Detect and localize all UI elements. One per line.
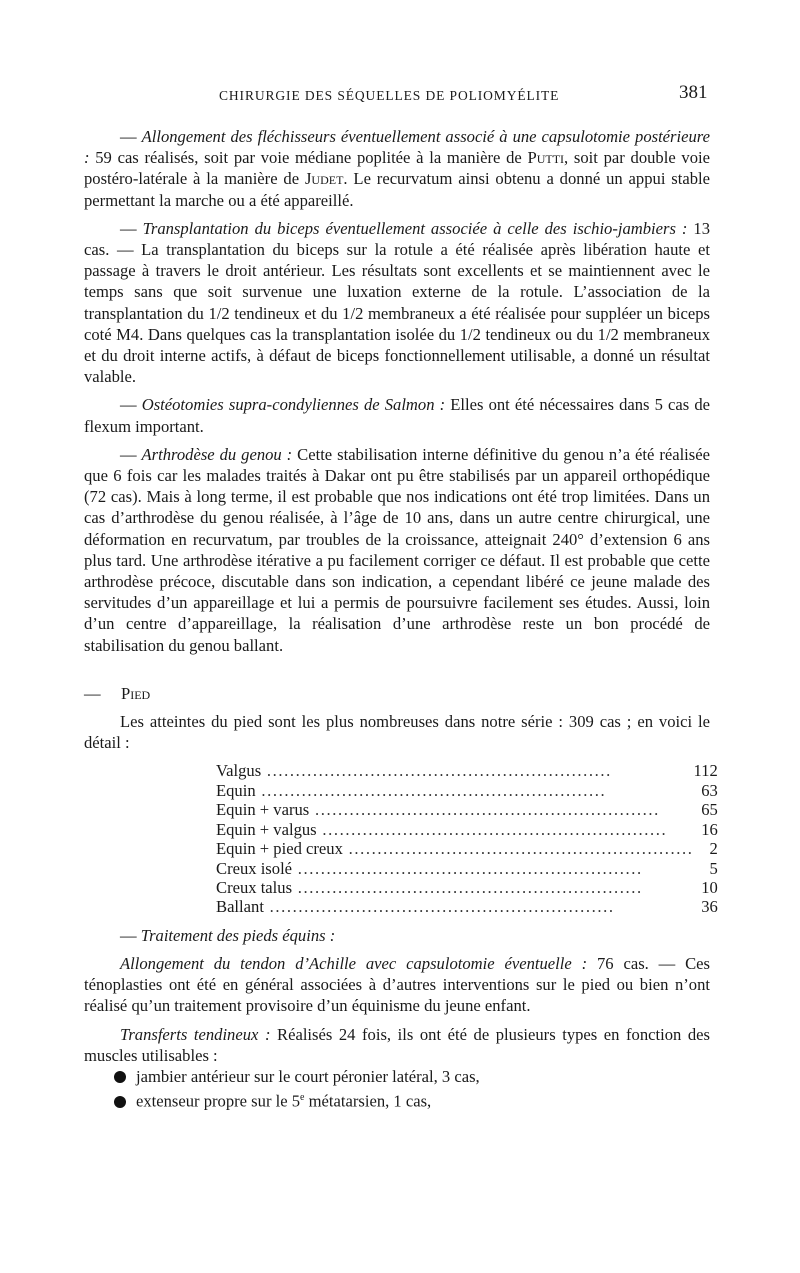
paragraph-text: . Le recurvatum ainsi obtenu a donné un appui stable permettant la marche ou a été appareillé.	[84, 169, 710, 210]
superscript: e	[300, 1092, 305, 1104]
paragraph-osteotomies	[84, 394, 710, 436]
stat-row	[216, 878, 718, 897]
paragraph-heading: Transplantation du biceps éventuellement associée à celle des ischio-jambiers :	[142, 218, 688, 238]
stat-label-cell	[216, 761, 694, 780]
running-title: CHIRURGIE DES SÉQUELLES DE POLIOMYÉLITE	[219, 88, 560, 103]
stat-label-cell	[216, 800, 694, 819]
paragraph-transferts-tendineux	[84, 1024, 710, 1066]
bullet-text: jambier antérieur sur le court péronier latéral, 3 cas,	[136, 1066, 480, 1086]
section-title: Pied	[121, 683, 151, 703]
stat-label: Equin + pied creux	[216, 839, 343, 859]
stat-label: Creux isolé	[216, 858, 293, 878]
paragraph-text: 13 cas. — La transplantation du biceps sur la rotule a été réalisée après libération haute et passage à travers le droit antérieur. Les résultats sont excellents et se maintiennent avec le temps sans que soit survenue une luxation externe de la rotule. L’association de la transplantation du 1/2 tendineux et du 1/2 membraneux a été réalisée pour suppléer un biceps coté M4. Dans quelques cas la transplantation isolée du 1/2 tendineux ou du 1/2 membraneux et du droit interne actifs, à défaut de biceps fonctionnellement utilisable, a donné un résultat valable.	[84, 218, 710, 387]
stat-label-cell	[216, 878, 694, 897]
bullet-text-part: métatarsien, 1 cas,	[304, 1091, 432, 1111]
paragraph-atteintes-pied: Les atteintes du pied sont les plus nombreuses dans notre série : 309 cas ; en voici le détail :	[84, 712, 710, 753]
stat-label: Creux talus	[216, 877, 293, 897]
bullet-item	[112, 1066, 710, 1087]
stat-label-cell	[216, 897, 694, 916]
paragraph-heading: Traitement des pieds équins :	[140, 925, 336, 945]
stat-row	[216, 820, 718, 839]
paragraph-heading: Arthrodèse du genou :	[141, 444, 293, 464]
stat-row	[216, 839, 718, 858]
stat-value: 112	[693, 761, 718, 781]
paragraph-traitement-equins	[84, 925, 710, 946]
stat-row	[216, 781, 718, 800]
paragraph-heading: Ostéotomies supra-condyliennes de Salmon :	[141, 395, 446, 415]
stat-row	[216, 800, 718, 819]
section-dash: —	[84, 683, 101, 703]
paragraph-text: Réalisés 24 fois, ils ont été de plusieurs types en fonction des muscles utilisables :	[84, 1024, 710, 1065]
leader-dots: ............................................................	[263, 897, 615, 917]
paragraph-dash: —	[120, 218, 143, 238]
leader-dots: ............................................................	[292, 858, 643, 878]
stat-value: 16	[701, 819, 718, 839]
stat-row	[216, 897, 718, 916]
paragraph-allongement-achille	[84, 953, 710, 1017]
paragraph-text: , soit par double voie postéro-latérale à la manière de	[84, 148, 710, 189]
stat-value: 2	[709, 839, 718, 859]
paragraph-dash: —	[120, 127, 142, 146]
stat-row	[216, 859, 718, 878]
paragraph-dash: —	[120, 925, 141, 945]
author-name: Putti	[527, 148, 565, 168]
stat-value: 63	[701, 780, 718, 800]
paragraph-dash: —	[120, 395, 142, 415]
paragraph-transplantation-biceps	[84, 218, 710, 388]
bullet-icon	[114, 1071, 126, 1083]
bullet-item	[112, 1087, 710, 1112]
paragraph-text: 59 cas réalisés, soit par voie médiane poplitée à la manière de	[89, 148, 528, 168]
paragraph-text: Cette stabilisation interne définitive du genou n’a été réalisée que 6 fois car les malades traités à Dakar ont pu être stabilisés par un appareil orthopédique (72 cas). Mais à long terme, il est probable que nos indications ont été trop limitées. Dans un cas d’arthrodèse du genou réalisée, à l’âge de 10 ans, dans un autre centre chirurgical, une déformation en recurvatum, par troubles de la croissance, atteignait 240° d’extension 6 ans plus tard. Une arthrodèse itérative a pu facilement corriger ce défaut. Il est probable que cette arthrodèse précoce, discutable dans son indication, a cependant libéré ce jeune malade des servitudes d’un appareillage et lui a permis de poursuivre facilement ses études. Aussi, loin d’un centre d’appareillage, la réalisation d’une arthrodèse reste un bon procédé de stabilisation du genou ballant.	[84, 444, 710, 655]
stat-label: Equin	[216, 780, 256, 800]
paragraph-text: Elles ont été nécessaires dans 5 cas de flexum important.	[84, 395, 711, 436]
leader-dots: ............................................................	[309, 800, 660, 820]
foot-stats-table	[216, 761, 718, 916]
bullet-icon	[114, 1096, 126, 1108]
paragraph-dash: —	[120, 444, 142, 464]
leader-dots: ............................................................	[255, 780, 607, 800]
leader-dots: ............................................................	[261, 761, 612, 781]
stat-label-cell	[216, 781, 694, 800]
stat-label-cell	[216, 859, 694, 878]
leader-dots: ............................................................	[342, 839, 694, 859]
stat-value: 65	[701, 800, 718, 820]
page-number: 381	[679, 82, 708, 103]
body-text	[84, 126, 718, 1112]
author-name: Judet	[304, 169, 344, 189]
paragraph-heading: Transferts tendineux :	[120, 1024, 271, 1044]
stat-label-cell	[216, 820, 694, 839]
page-header	[0, 80, 800, 110]
foot-stats-body	[216, 761, 718, 916]
paragraph-heading: Allongement des fléchisseurs éventuellement associé à une capsulotomie postérieure :	[84, 127, 710, 168]
stat-value: 36	[701, 897, 718, 917]
bullet-text-part: extenseur propre sur le 5	[136, 1091, 301, 1111]
paragraph-heading: Allongement du tendon d’Achille avec capsulotomie éventuelle :	[120, 953, 588, 973]
paragraph-text: 76 cas. — Ces ténoplasties ont été en général associées à d’autres interventions sur le pied ou bien n’ont réalisé qu’un traitement provisoire d’un équinisme du jeune enfant.	[84, 953, 711, 1016]
stat-label: Ballant	[216, 897, 264, 917]
stat-label: Equin + varus	[216, 800, 310, 820]
stat-row	[216, 761, 718, 780]
stat-label: Equin + valgus	[216, 819, 317, 839]
leader-dots: ............................................................	[316, 819, 668, 839]
bullet-text	[136, 1087, 431, 1112]
stat-value: 10	[701, 877, 718, 897]
section-heading-pied	[84, 683, 710, 704]
paragraph-allongement-flechisseurs	[84, 126, 710, 211]
stat-label-cell	[216, 839, 694, 858]
paragraph-arthrodese	[84, 444, 710, 656]
stat-value: 5	[709, 858, 718, 878]
stat-label: Valgus	[216, 761, 262, 781]
leader-dots: ............................................................	[292, 877, 643, 897]
